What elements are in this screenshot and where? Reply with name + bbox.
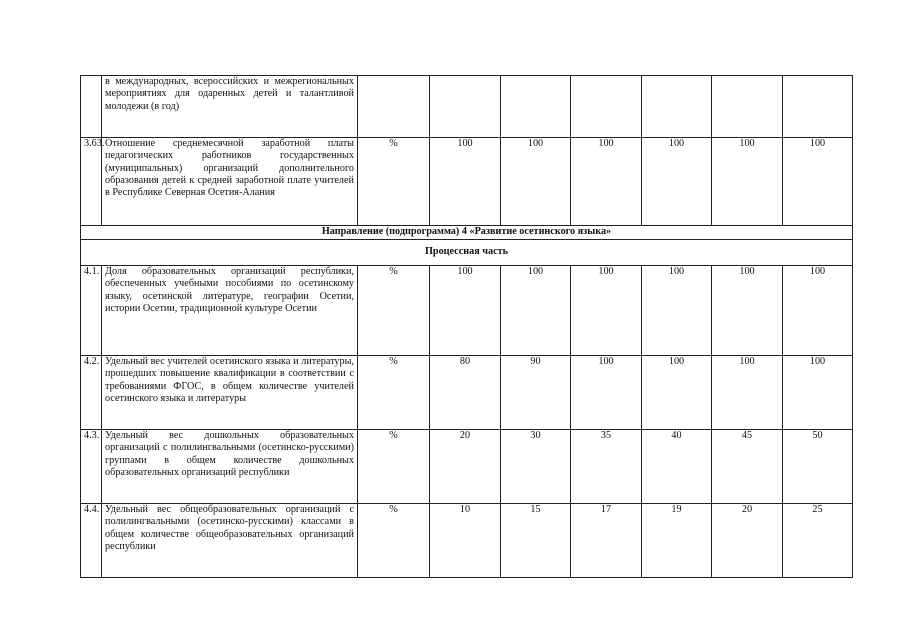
- value-cell: 100: [430, 266, 501, 356]
- subsection-title: Процессная часть: [81, 240, 853, 266]
- table-row: [81, 266, 853, 356]
- value-cell: 15: [501, 504, 571, 578]
- value-cell: 35: [571, 430, 642, 504]
- value-cell: 45: [712, 430, 783, 504]
- value-cell: 50: [783, 430, 853, 504]
- row-number: 3.63.: [81, 138, 102, 226]
- value-cell: 100: [571, 138, 642, 226]
- value-cell: 100: [712, 356, 783, 430]
- indicator-text: Удельный вес дошкольных образовательных организаций с полилингвальными (осетинско-русскими) группами в общем количестве дошкольных образовательных организаций республики: [102, 430, 358, 504]
- value-cell: [783, 76, 853, 138]
- row-number: 4.3.: [81, 430, 102, 504]
- indicator-text: Удельный вес учителей осетинского языка и литературы, прошедших повышение квалификации в соответствии с требованиями ФГОС, в общем количестве учителей осетинского языка и литературы: [102, 356, 358, 430]
- value-cell: 100: [642, 266, 712, 356]
- value-cell: [501, 76, 571, 138]
- value-cell: 100: [501, 266, 571, 356]
- unit-cell: %: [358, 266, 430, 356]
- unit-cell: %: [358, 430, 430, 504]
- value-cell: 100: [642, 356, 712, 430]
- value-cell: 20: [712, 504, 783, 578]
- value-cell: 100: [571, 356, 642, 430]
- value-cell: 100: [783, 138, 853, 226]
- table-row: [81, 430, 853, 504]
- table-row: [81, 356, 853, 430]
- unit-cell: %: [358, 138, 430, 226]
- value-cell: 100: [783, 266, 853, 356]
- unit-cell: %: [358, 356, 430, 430]
- value-cell: 20: [430, 430, 501, 504]
- indicators-table: [80, 75, 853, 578]
- value-cell: 17: [571, 504, 642, 578]
- row-number: 4.1.: [81, 266, 102, 356]
- value-cell: 100: [571, 266, 642, 356]
- section-title: Направление (подпрограмма) 4 «Развитие осетинского языка»: [81, 226, 853, 240]
- indicator-text: Удельный вес общеобразовательных организаций с полилингвальными (осетинско-русскими) классами в общем количестве общеобразовательных организаций республики: [102, 504, 358, 578]
- row-number: [81, 76, 102, 138]
- section-row: [81, 226, 853, 240]
- value-cell: 10: [430, 504, 501, 578]
- value-cell: 40: [642, 430, 712, 504]
- unit-cell: [358, 76, 430, 138]
- value-cell: 19: [642, 504, 712, 578]
- value-cell: [712, 76, 783, 138]
- table-row: [81, 76, 853, 138]
- value-cell: 30: [501, 430, 571, 504]
- table-row: [81, 504, 853, 578]
- value-cell: [571, 76, 642, 138]
- value-cell: 100: [783, 356, 853, 430]
- value-cell: 100: [712, 266, 783, 356]
- subsection-row: [81, 240, 853, 266]
- value-cell: [430, 76, 501, 138]
- unit-cell: %: [358, 504, 430, 578]
- row-number: 4.2.: [81, 356, 102, 430]
- row-number: 4.4.: [81, 504, 102, 578]
- value-cell: 100: [642, 138, 712, 226]
- value-cell: 90: [501, 356, 571, 430]
- value-cell: 100: [712, 138, 783, 226]
- table-row: [81, 138, 853, 226]
- value-cell: 100: [501, 138, 571, 226]
- value-cell: [642, 76, 712, 138]
- indicator-text: Доля образовательных организаций республики, обеспеченных учебными пособиями по осетинскому языку, осетинской литературе, географии Осетии, истории Осетии, традиционной культуре Осетии: [102, 266, 358, 356]
- indicator-text: в международных, всероссийских и межрегиональных мероприятиях для одаренных детей и талантливой молодежи (в год): [102, 76, 358, 138]
- value-cell: 100: [430, 138, 501, 226]
- value-cell: 25: [783, 504, 853, 578]
- indicator-text: Отношение среднемесячной заработной платы педагогических работников государственных (муниципальных) организаций дополнительного образования детей к средней заработной плате учителей в Республике Северная Осетия-Алания: [102, 138, 358, 226]
- value-cell: 80: [430, 356, 501, 430]
